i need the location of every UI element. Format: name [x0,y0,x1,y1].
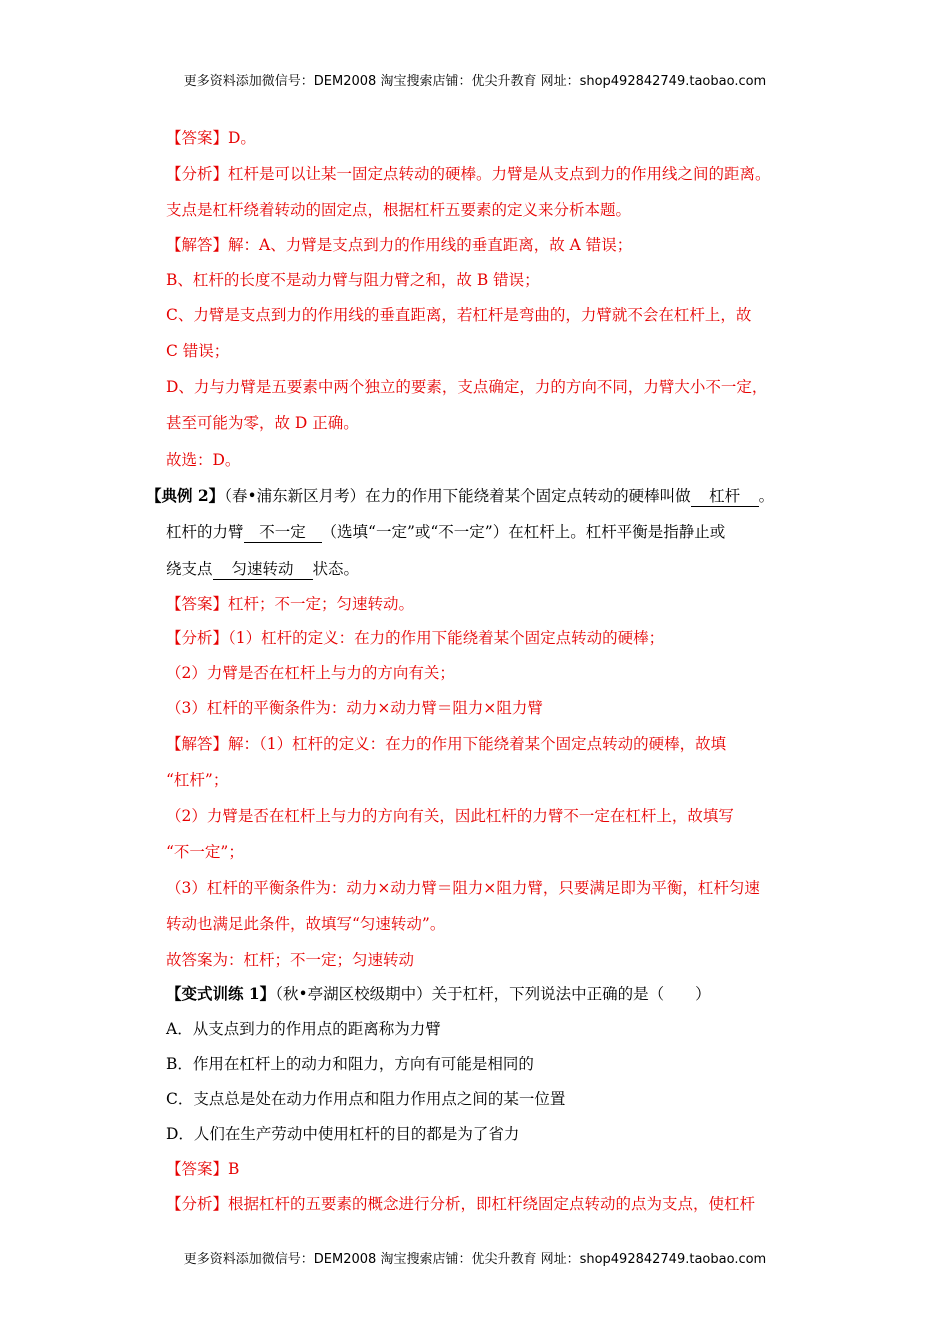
example-2-question-line-1 [146,486,774,507]
q1-analysis-line-2: 支点是杠杆绕着转动的固定点，根据杠杆五要素的定义来分析本题。 [166,201,632,219]
example-2-text-f: 状态。 [312,560,360,578]
q1-analysis-line-1: 【分析】杠杆是可以让某一固定点转动的硬棒。力臂是从支点到力的作用线之间的距离。 [166,165,771,183]
training-1-option-d: D．人们在生产劳动中使用杠杆的目的都是为了省力 [166,1125,520,1143]
training-1-answer: 【答案】B [166,1160,240,1178]
example-2-analysis-line-1: 【分析】（1）杠杆的定义：在力的作用下能绕着某个固定点转动的硬棒； [166,629,665,647]
example-2-solution-line-1: 【解答】解：（1）杠杆的定义：在力的作用下能绕着某个固定点转动的硬棒，故填 [166,735,727,753]
example-2-blank-3: 匀速转动 [213,559,313,580]
example-2-text-e: 绕支点 [166,560,213,578]
training-1-option-b: B．作用在杠杆上的动力和阻力，方向有可能是相同的 [166,1055,534,1073]
q1-solution-line-1: 【解答】解：A、力臂是支点到力的作用线的垂直距离，故 A 错误； [166,236,633,254]
example-2-solution-line-6: 转动也满足此条件，故填写“匀速转动”。 [166,915,446,933]
example-2-solution-line-2: “杠杆”； [166,771,229,789]
training-1-option-c: C．支点总是处在动力作用点和阻力作用点之间的某一位置 [166,1090,566,1108]
q1-solution-line-6: 甚至可能为零，故 D 正确。 [166,414,359,432]
example-2-question-line-3 [166,559,359,580]
example-2-text-a: （春•浦东新区月考）在力的作用下能绕着某个固定点转动的硬棒叫做 [224,487,691,505]
example-2-analysis-line-2: （2）力臂是否在杠杆上与力的方向有关； [166,664,455,682]
example-2-label: 【典例 2】 [146,486,225,505]
example-2-question-line-2 [166,522,725,543]
training-1-text: （秋•亭湖区校级期中）关于杠杆，下列说法中正确的是（ ） [275,985,711,1003]
example-2-blank-1: 杠杆 [691,486,759,507]
page-footer: 更多资料添加微信号：DEM2008 淘宝搜索店铺：优尖升教育 网址：shop492842749.taobao.com [183,1252,767,1267]
example-2-analysis-line-3: （3）杠杆的平衡条件为：动力×动力臂＝阻力×阻力臂 [166,699,543,717]
example-2-solution-line-4: “不一定”； [166,843,244,861]
training-1-question [166,984,711,1004]
training-1-analysis-line-1: 【分析】根据杠杆的五要素的概念进行分析，即杠杆绕固定点转动的点为支点，使杠杆 [166,1195,756,1213]
example-2-solution-line-3: （2）力臂是否在杠杆上与力的方向有关，因此杠杆的力臂不一定在杠杆上，故填写 [166,807,734,825]
page-header: 更多资料添加微信号：DEM2008 淘宝搜索店铺：优尖升教育 网址：shop492842749.taobao.com [183,74,767,89]
example-2-answer: 【答案】杠杆；不一定；匀速转动。 [166,595,415,613]
training-1-label: 【变式训练 1】 [166,984,276,1003]
q1-solution-line-2: B、杠杆的长度不是动力臂与阻力臂之和，故 B 错误； [166,271,540,289]
q1-solution-line-4: C 错误； [166,342,230,360]
example-2-text-d: （选填“一定”或“不一定”）在杠杆上。杠杆平衡是指静止或 [321,523,726,541]
q1-solution-line-3: C、力臂是支点到力的作用线的垂直距离，若杠杆是弯曲的，力臂就不会在杠杆上，故 [166,306,752,324]
training-1-option-a: A．从支点到力的作用点的距离称为力臂 [166,1020,441,1038]
q1-answer: 【答案】D。 [166,129,256,147]
example-2-solution-line-5: （3）杠杆的平衡条件为：动力×动力臂＝阻力×阻力臂，只要满足即为平衡，杠杆匀速 [166,879,760,897]
example-2-text-b: 。 [758,487,775,505]
example-2-text-c: 杠杆的力臂 [166,523,244,541]
example-2-final-answer: 故答案为：杠杆；不一定；匀速转动 [166,951,415,969]
q1-solution-line-5: D、力与力臂是五要素中两个独立的要素，支点确定，力的方向不同，力臂大小不一定， [166,378,768,396]
q1-final-choice: 故选：D。 [166,451,241,469]
example-2-blank-2: 不一定 [244,522,322,543]
